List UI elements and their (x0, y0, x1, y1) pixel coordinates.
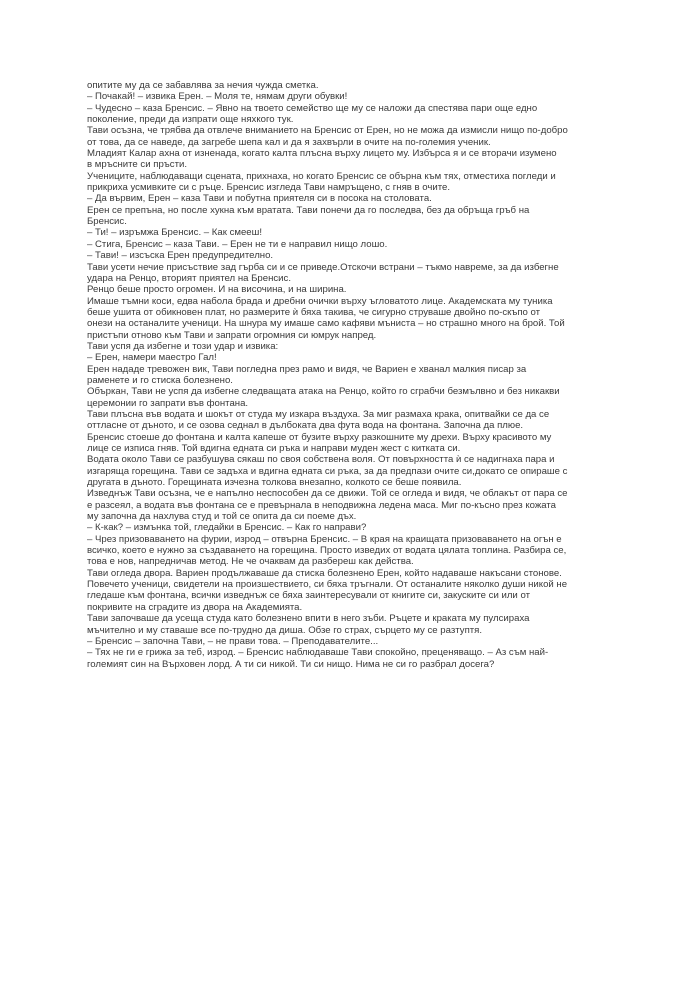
text-line: Изведнъж Тави осъзна, че е напълно неспособен да се движи. Той се огледа и видя, че облакът от пара се (87, 488, 568, 500)
text-line: Тави успя да избегне и този удар и извика: (87, 340, 279, 352)
text-line: – Ти! – изръмжа Бренсис. – Как смееш! (87, 227, 262, 239)
text-line: от това, да се наведе, да загребе шепа кал и да я захвърли в очите на по-големия ученик. (87, 136, 491, 148)
text-line: онези на останалите ученици. На шнура му имаше само кафяви мъниста – но страшно много на брой. Той (87, 318, 565, 330)
text-line: Ренцо беше просто огромен. И на височина, и на ширина. (87, 284, 347, 296)
text-line: в мръсните си пръсти. (87, 159, 187, 171)
text-line: – Тави! – изсъска Ерен предупредително. (87, 250, 274, 262)
text-line: лице се изписа гняв. Той вдигна едната си ръка и направи муден жест с китката си. (87, 443, 461, 454)
text-line: удара на Ренцо, вторият приятел на Бренсис. (87, 272, 292, 284)
text-line: Водата около Тави се разбушува сякаш по своя собствена воля. От повърхността ѝ се надигнаха пара и (87, 454, 555, 466)
text-line: големият син на Върховен лорд. А ти си никой. Ти си нищо. Нима не си го разбрал досега? (87, 658, 495, 670)
text-line: всичко, което е нужно за създаването на горещина. Просто изведих от водата цялата топлина. Разбира се, (87, 545, 567, 557)
text-line: – Бренсис – започна Тави, – не прави това. – Преподавателите... (87, 635, 379, 647)
text-line: е разсеял, а водата във фонтана се е превърнала в неподвижна ледена маса. Миг по-късно през кожата (87, 499, 557, 511)
text-line: церемонии го запрати във фонтана. (87, 397, 249, 409)
text-line: Ерен се препъна, но после хукна към вратата. Тави понечи да го последва, без да обръща гръб на (87, 204, 530, 216)
text-line: – Почакай! – извика Ерен. – Моля те, нямам други обувки! (87, 91, 348, 103)
text-line: прикриха усмивките си с ръце. Бренсис изгледа Тави намръщено, с гняв в очите. (87, 182, 451, 194)
text-line: мъчително и му ставаше все по-трудно да диша. Обзе го страх, сърцето му се разтуптя. (87, 624, 483, 636)
text-line: му започна да нахлува студ и той се опита да си поеме дъх. (87, 511, 357, 523)
text-line: другата в дъното. Горещината изчезна толкова внезапно, колкото се беше появила. (87, 477, 462, 489)
text-line: Тави започваше да усеща студа като болезнено впити в него зъби. Ръцете и краката му пулсираха (87, 613, 530, 625)
text-line: Бренсис. (87, 216, 127, 228)
text-line: – Да вървим, Ерен – каза Тави и побутна приятеля си в посока на столовата. (87, 193, 432, 205)
text-line: Тави усети нечие присъствие зад гърба си и се приведе.Отскочи встрани – тъкмо навреме, за да избегне (87, 261, 559, 273)
text-line: – Ерен, намери маестро Гал! (87, 352, 217, 364)
text-line: покривите на сградите из двора на Академията. (87, 601, 303, 613)
text-line: Объркан, Тави не успя да избегне следващата атака на Ренцо, който го сграбчи безмълвно и без никакви (87, 386, 560, 398)
body-text (87, 80, 647, 670)
text-line: Имаше тъмни коси, едва набола брада и дребни очички върху ъгловатото лице. Академската му туника (87, 295, 553, 307)
text-line: Ерен нададе тревожен вик, Тави погледна през рамо и видя, че Вариен е хванал малкия писар за (87, 363, 527, 375)
text-line: – Тях не ги е грижа за теб, изрод. – Бренсис наблюдаваше Тави спокойно, преценяващо. – Аз съм най- (87, 647, 549, 659)
text-line: – К-как? – измънка той, гледайки в Бренсис. – Как го направи? (87, 522, 367, 534)
text-line: поколение, преди да изпрати още няхкого тук. (87, 114, 294, 126)
text-line: гледаше към фонтана, всички изведнъж се бяха заинтересували от книгите си, закуските си или от (87, 590, 530, 602)
text-line: Повечето ученици, свидетели на произшествието, си бяха тръгнали. От останалите няколко души никой не (87, 579, 568, 591)
text-line: беше ушита от обикновен плат, но размерите ѝ бяха такива, че сигурно струваше двойно по-скъпо от (87, 306, 541, 318)
text-line: Тави плъсна във водата и шокът от студа му изкара въздуха. За миг размаха крака, опитвайки се да се (87, 408, 550, 420)
text-line: това е нов, напредничав метод. Не че очаквам да разбереш как действа. (87, 556, 414, 568)
text-line: Бренсис стоеше до фонтана и калта капеше от бузите върху разкошните му дрехи. Върху красивото му (87, 431, 552, 443)
text-line: Учениците, наблюдаващи сцената, прихнаха, но когато Бренсис се обърна към тях, отместиха погледи и (87, 170, 556, 182)
text-line: раменете и го стиска болезнено. (87, 374, 233, 386)
text-line: изгаряща горещина. Тави се задъха и вдигна едната си ръка, за да предпази очите си,докато се опираше с (87, 465, 568, 477)
text-line: Тави осъзна, че трябва да отвлече вниманието на Бренсис от Ерен, но не можа да измисли нищо по-добро (87, 125, 568, 137)
text-line: – Чудесно – каза Бренсис. – Явно на твоето семейство ще му се наложи да спестява пари още едно (87, 102, 538, 114)
text-line: оттласне от дъното, и се озова седнал в дълбоката два фута вода на фонтана. Започна да плюе. (87, 420, 524, 432)
text-line: опитите му да се забавлява за нечия чужда сметка. (87, 80, 319, 91)
text-line: пристъпи отново към Тави и запрати огромния си юмрук напред. (87, 329, 377, 341)
text-line: Тави огледа двора. Вариен продължаваше да стиска болезнено Ерен, който надаваше накъсани стонове. (87, 567, 562, 579)
text-line: – Чрез призоваването на фурии, изрод – отвърна Бренсис. – В края на краищата призоваването на огън е (87, 533, 562, 545)
text-line: Младият Калар ахна от изненада, когато калта плъсна върху лицето му. Избърса я и се вторачи изумено (87, 148, 557, 160)
text-line: – Стига, Бренсис – каза Тави. – Ерен не ти е направил нищо лошо. (87, 238, 388, 250)
